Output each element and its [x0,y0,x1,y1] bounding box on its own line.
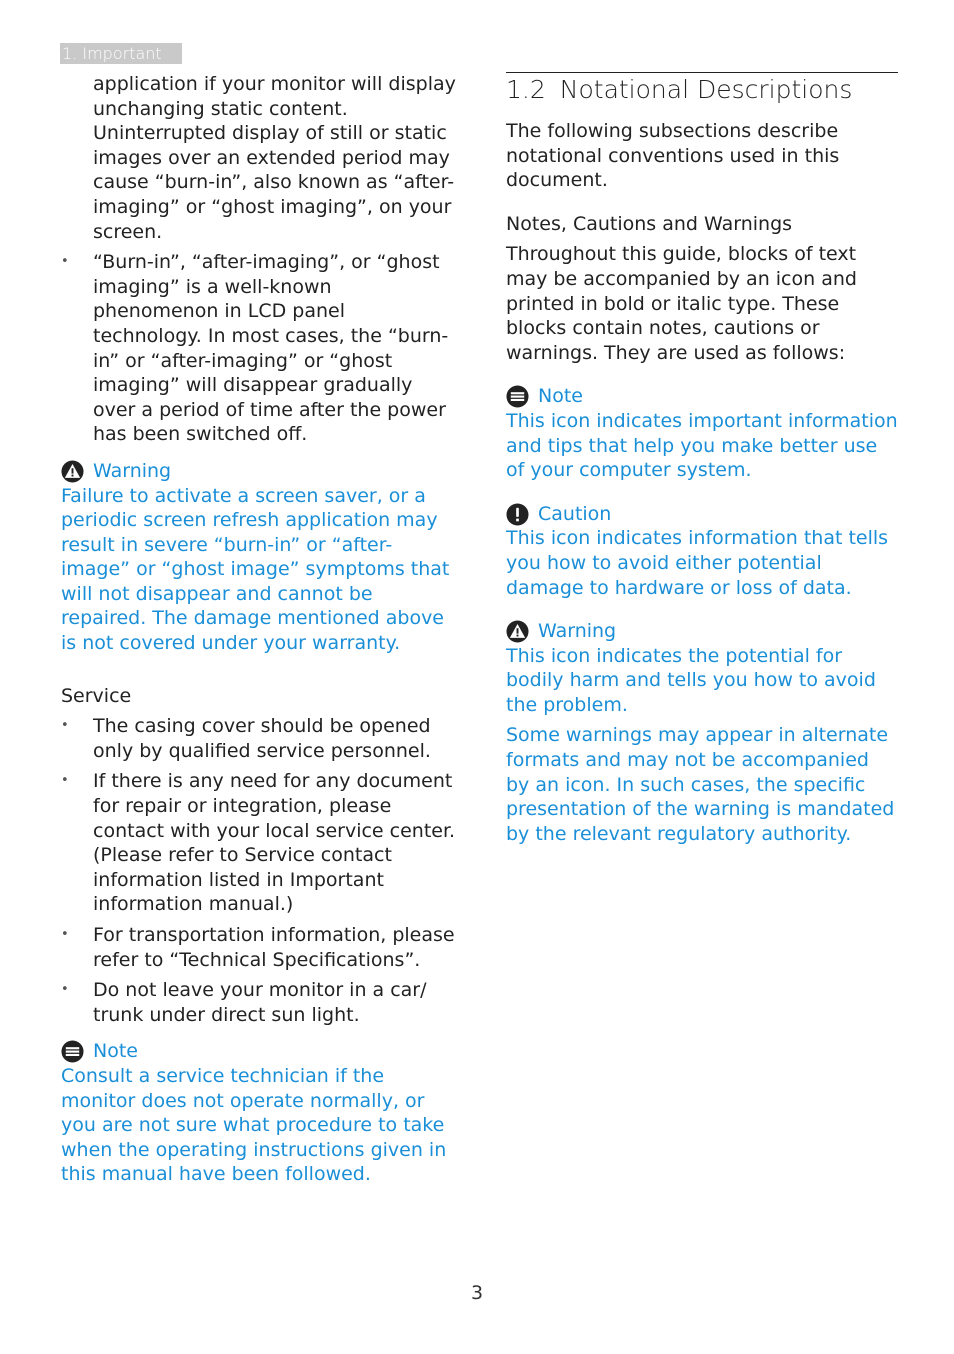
caution-text: This icon indicates information that tells you how to avoid either potential damage to hardware or loss of data. [506,527,889,599]
extra-warning-paragraph: Some warnings may appear in alternate formats and may not be accompanied by an icon. In such cases, the specific presentation of the warning is mandated by the relevant regulatory authority. [506,724,895,845]
intro-paragraph: The following subsections describe notational conventions used in this document. [506,120,840,192]
note-heading [61,1039,456,1064]
list-item: • Do not leave your monitor in a car/ trunk under direct sun light. [61,978,456,1027]
burn-in-list [61,250,456,447]
body-paragraph: Throughout this guide, blocks of text may be accompanied by an icon and printed in bold or italic type. These blocks contain notes, cautions or warnings. They are used as follows: [506,243,857,364]
note-heading [506,384,898,409]
continuation-paragraph: application if your monitor will display unchanging static content. Uninterrupted display of still or static images over an extended period may cause “burn-in”, also known as “after-imaging” or “ghost imaging”, on your screen. [93,73,456,243]
page-number: 3 [470,1282,484,1304]
caution-label: Caution [538,502,612,525]
notes-subtitle: Notes, Cautions and Warnings [506,212,793,235]
note-block [61,1039,456,1187]
service-heading: Service [61,684,132,707]
service-list [61,714,456,1027]
note-icon [506,385,529,408]
caution-block [506,502,898,600]
warning-icon [506,620,529,643]
list-item: • The casing cover should be opened only by qualified service personnel. [61,714,456,763]
section-title-text: Notational Descriptions [559,75,853,104]
list-item: • “Burn-in”, “after-imaging”, or “ghost imaging” is a well-known phenomenon in LCD panel technology. In most cases, the “burn-in” or “after-imaging” or “ghost imaging” will disappear gradually over a period of time after the power has been switched off. [61,250,456,447]
note-label: Note [93,1040,138,1063]
left-column [61,72,456,1187]
section-number: 1.2 [506,75,546,104]
caution-icon [506,503,529,526]
warning-icon [61,460,84,483]
warning-text: This icon indicates the potential for bodily harm and tells you how to avoid the problem. [506,644,876,716]
warning-heading [61,459,456,484]
warning-label: Warning [538,620,617,643]
note-text: This icon indicates important information and tips that help you make better use of your computer system. [506,409,898,482]
note-icon [61,1040,84,1063]
warning-label: Warning [93,459,172,482]
note-block [506,384,898,482]
warning-text: Failure to activate a screen saver, or a periodic screen refresh application may result in severe “burn-in” or “after-image” or “ghost image” symptoms that will not disappear and cannot be repaired. The damage mentioned above is not covered under your warranty. [61,484,450,655]
list-item: • If there is any need for any document for repair or integration, please contact with your local service center. (Please refer to Service contact information listed in Important information manual.) [61,769,456,917]
chapter-tab: 1. Important [60,43,182,64]
note-text: Consult a service technician if the monitor does not operate normally, or you are not sure what procedure to take when the operating instructions given in this manual have been followed. [61,1064,447,1186]
caution-heading [506,502,898,527]
right-column [506,72,898,846]
warning-block [61,459,456,656]
note-label: Note [538,385,583,408]
section-title [506,72,898,105]
list-item: • For transportation information, please refer to “Technical Specifications”. [61,923,456,972]
warning-block [506,619,898,717]
warning-heading [506,619,898,644]
